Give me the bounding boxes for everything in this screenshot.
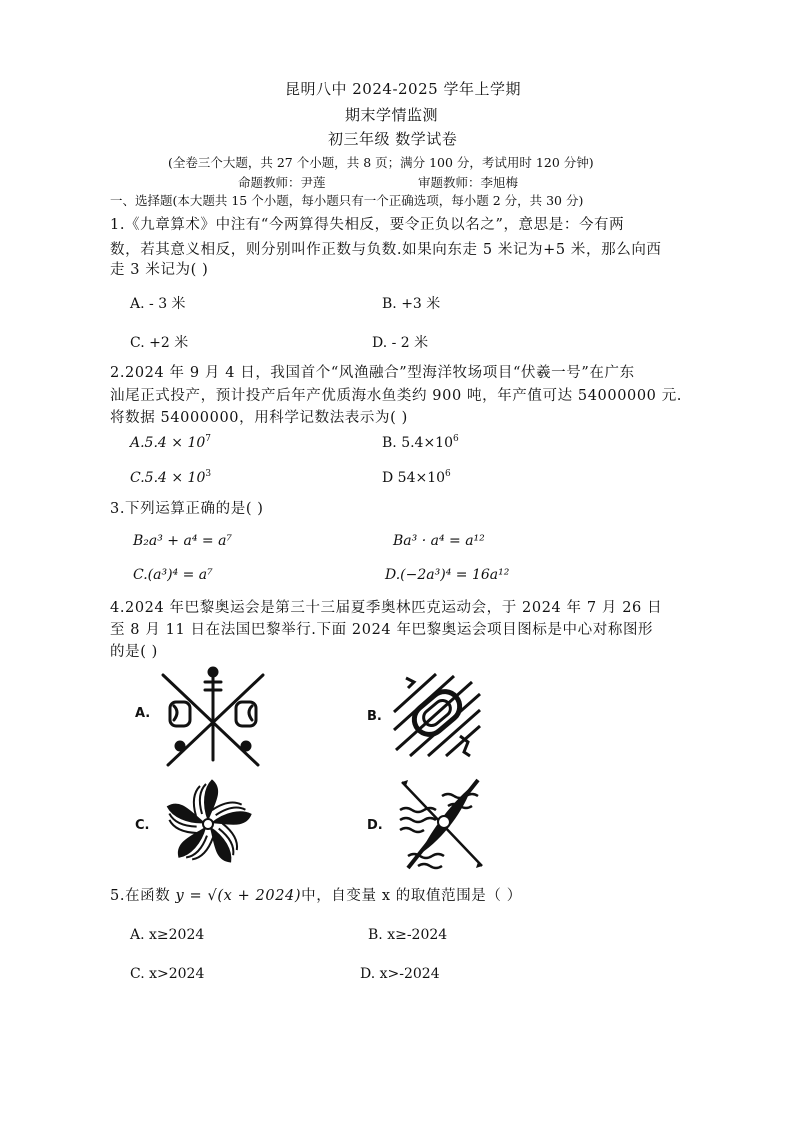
q2-option-c: [130, 469, 211, 486]
q2-option-c-base: C.5.4 × 10: [130, 470, 206, 486]
q1-option-c: C. +2 米: [130, 335, 189, 351]
q5-function: y = √(x + 2024): [175, 888, 302, 904]
q2-option-b-exp: 6: [453, 434, 459, 444]
q3-option-a: B₂a³ + a⁴ = a⁷: [133, 533, 233, 549]
q4-line3: 的是( ): [110, 644, 158, 660]
q1-line3: 走 3 米记为( ): [110, 262, 209, 278]
q4-option-b-label: B.: [367, 709, 382, 724]
q5-prefix: 5.在函数: [110, 888, 176, 904]
q2-option-d-exp: 6: [445, 469, 451, 479]
q2-line1: 2.2024 年 9 月 4 日，我国首个“风渔融合”型海洋牧场项目“伏羲一号”在广东: [110, 365, 635, 381]
q4-line2: 至 8 月 11 日在法国巴黎举行.下面 2024 年巴黎奥运会项目图标是中心对称图形: [110, 622, 654, 638]
q3-option-c: C.(a³)⁴ = a⁷: [133, 567, 213, 583]
q1-line1: 1.《九章算术》中注有“今两算得失相反，要令正负以名之”，意思是：今有两: [110, 217, 625, 233]
q4-line1: 4.2024 年巴黎奥运会是第三十三届夏季奥林匹克运动会，于 2024 年 7 月 26 日: [110, 600, 663, 616]
q1-option-d: D. - 2 米: [372, 335, 429, 351]
q1-option-b: B. +3 米: [382, 296, 441, 312]
section-heading: 一、选择题(本大题共 15 个小题，每小题只有一个正确选项，每小题 2 分，共 30 分): [110, 193, 584, 208]
school-title: 昆明八中 2024-2025 学年上学期: [285, 80, 521, 98]
q2-option-a-exp: 7: [205, 434, 212, 444]
q2-option-a: [130, 434, 211, 451]
q2-option-d-base: D 54×10: [382, 470, 446, 486]
author-label: 命题教师：尹莲: [238, 175, 326, 190]
q5-option-a: A. x≥2024: [130, 927, 205, 943]
q5-option-d: D. x>-2024: [360, 966, 440, 982]
q2-option-a-base: A.5.4 × 10: [130, 435, 206, 451]
fencing-icon: [158, 660, 268, 770]
exam-title: 期末学情监测: [345, 106, 439, 124]
q4-option-c-label: C.: [135, 818, 150, 833]
q2-option-b-base: B. 5.4×10: [382, 435, 453, 451]
q5-suffix: 中，自变量 x 的取值范围是（ ）: [301, 888, 522, 904]
q4-option-d-label: D.: [367, 818, 383, 833]
q2-option-c-exp: 3: [205, 469, 212, 479]
q5-option-b: B. x≥-2024: [368, 927, 448, 943]
q5-option-c: C. x>2024: [130, 966, 205, 982]
q1-line2: 数，若其意义相反，则分别叫作正数与负数.如果向东走 5 米记为+5 米，那么向西: [110, 242, 662, 258]
athletics-track-icon: [392, 672, 482, 758]
canoe-icon: [398, 776, 486, 872]
q2-line3: 将数据 54000000，用科学记数法表示为( ): [110, 410, 408, 426]
q3-option-d: D.(−2a³)⁴ = 16a¹²: [385, 567, 510, 583]
subject-title: 初三年级 数学试卷: [328, 130, 458, 148]
exam-info: (全卷三个大题，共 27 个小题，共 8 页；满分 100 分，考试用时 120 分钟): [168, 155, 594, 170]
reviewer-label: 审题教师：李旭梅: [418, 175, 519, 190]
q2-option-d: [382, 469, 451, 486]
pinwheel-icon: [160, 778, 256, 870]
q1-option-a: A. - 3 米: [130, 296, 186, 312]
q2-line2: 汕尾正式投产，预计投产后年产优质海水鱼类约 900 吨，年产值可达 54000000 元.: [110, 388, 683, 404]
q5-line1: [110, 884, 522, 905]
q4-option-a-label: A.: [135, 706, 151, 721]
q2-option-b: [382, 434, 459, 451]
q3-line1: 3.下列运算正确的是( ): [110, 501, 264, 517]
q3-option-b: Ba³ · a⁴ = a¹²: [393, 533, 485, 549]
